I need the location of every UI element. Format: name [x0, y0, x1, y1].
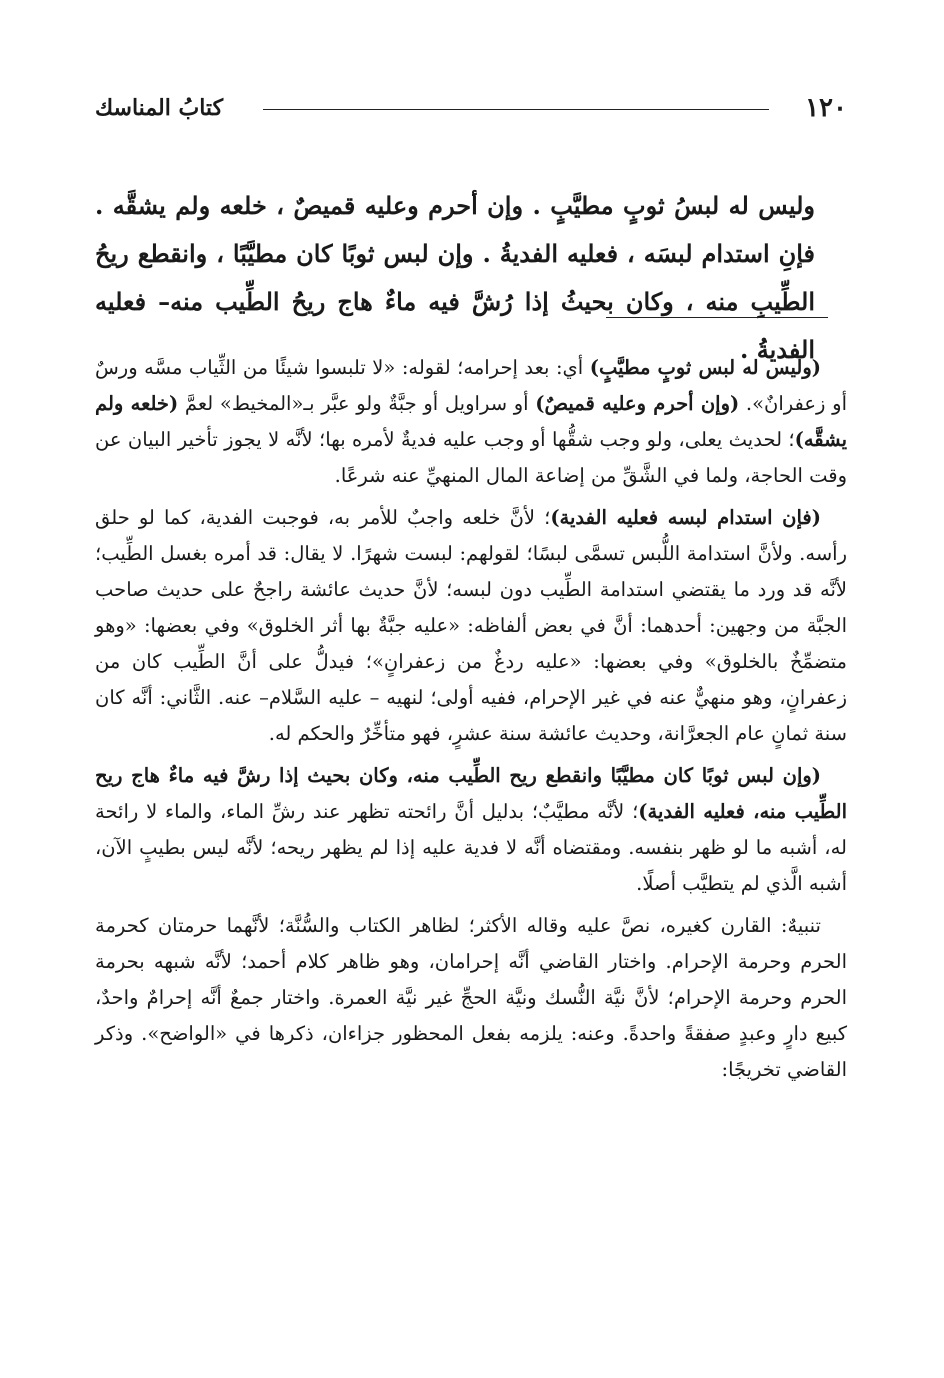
commentary: [95, 350, 847, 1094]
header-rule: [263, 109, 769, 110]
quoted-matn: (وليس له لبس ثوبٍ مطيَّبٍ): [589, 356, 822, 379]
book-title: كتابُ المناسك: [95, 95, 224, 121]
page-number: ١٢٠: [805, 93, 847, 123]
matn-separator-rule: [606, 317, 828, 318]
commentary-paragraph-1: [95, 350, 847, 494]
commentary-paragraph-3: [95, 758, 847, 902]
quoted-matn: (فإن استدام لبسه فعليه الفدية): [550, 506, 821, 529]
commentary-text: تنبيهٌ: القارن كغيره، نصَّ عليه وقاله الأكثر؛ لظاهر الكتاب والسُّنَّة؛ لأنَّهما حرمتان كحرمة الحرم وحرمة الإحرام. واختار القاضي أنَّه إحرامان، وهو ظاهر كلام أحمد؛ لأنَّه شبهه بحرمة الحرم وحرمة الإحرام؛ لأنَّ نيَّة النُّسك ونيَّة الحجِّ غير نيَّة العمرة. واختار جمعٌ أنَّه إحرامٌ واحدٌ، كبيع دارٍ وعبدٍ صفقةً واحدةً. وعنه: يلزمه بفعل المحظور جزاءان، ذكرها في «الواضح». وذكر القاضي تخريجًا:: [95, 914, 847, 1081]
quoted-matn: (وإن أحرم وعليه قميصٌ): [535, 392, 740, 415]
matn-text: وليس له لبسُ ثوبٍ مطيَّبٍ . وإن أحرم وعليه قميصٌ ، خلعه ولم يشقَّه . فإنِ استدام لبسَه ، فعليه الفديةُ . وإن لبس ثوبًا كان مطيَّبًا ، وانقطع ريحُ الطِّيبِ منه ، وكان بحيثُ إذا رُشَّ فيه ماءٌ هاج ريحُ الطِّيب منه– فعليه الفديةُ .: [95, 191, 815, 364]
commentary-text: أو سراويل أو جبَّةٌ ولو عبَّر بـ«المخيط» لعمَّ: [178, 392, 536, 415]
quoted-matn: (وإن لبس ثوبًا كان مطيَّبًا وانقطع ريح الطِّيب منه، وكان بحيث إذا رشَّ فيه ماءٌ هاج ريح الطِّيب منه، فعليه الفدية): [95, 764, 847, 823]
commentary-paragraph-2: [95, 500, 847, 752]
commentary-text: أي: بعد إحرامه؛ لقوله: «لا تلبسوا شيئًا من الثِّياب مسَّه ورسٌ أو زعفرانٌ».: [95, 356, 847, 415]
commentary-paragraph-4: [95, 908, 847, 1088]
running-header: [95, 88, 847, 128]
quoted-matn: (خلعه ولم يشقَّه): [95, 392, 847, 451]
commentary-text: ؛ لأنَّ خلعه واجبٌ للأمر به، فوجبت الفدية، كما لو حلق رأسه. ولأنَّ استدامة اللُّبس تسمَّى لبسًا؛ لقولهم: لبست شهرًا. لا يقال: قد أمره بغسل الطِّيب؛ لأنَّه قد ورد ما يقتضي استدامة الطِّيب دون لبسه؛ لأنَّ حديث عائشة راجحٌ على حديث صاحب الجبَّة من وجهين: أحدهما: أنَّ في بعض ألفاظه: «عليه جبَّةٌ بها أثر الخلوق» وفي بعضها: «وهو متضمِّخٌ بالخلوق» وفي بعضها: «عليه ردغٌ من زعفرانٍ»؛ فيدلُّ على أنَّ الطِّيب كان من زعفرانٍ، وهو منهيٌّ عنه في غير الإحرام، ففيه أولى؛ لنهيه – عليه السَّلام– عنه. الثَّاني: أنَّه كان سنة ثمانٍ عام الجعرَّانة، وحديث عائشة سنة عشرٍ، فهو متأخِّرٌ والحكم له.: [95, 506, 847, 745]
commentary-text: ؛ لحديث يعلى، ولو وجب شقُّها أو وجب عليه فديةٌ لأمره بها؛ لأنَّه لا يجوز تأخير البيان عن وقت الحاجة، ولما في الشَّقِّ من إضاعة المال المنهيِّ عنه شرعًا.: [95, 428, 847, 487]
commentary-text: ؛ لأنَّه مطيَّبٌ؛ بدليل أنَّ رائحته تظهر عند رشِّ الماء، والماء لا رائحة له، أشبه ما لو ظهر بنفسه. ومقتضاه أنَّه لا فدية عليه إذا لم يظهر ريحه؛ لأنَّه ليس بطيبٍ الآن، أشبه الَّذي لم يتطيَّب أصلًا.: [95, 800, 847, 895]
